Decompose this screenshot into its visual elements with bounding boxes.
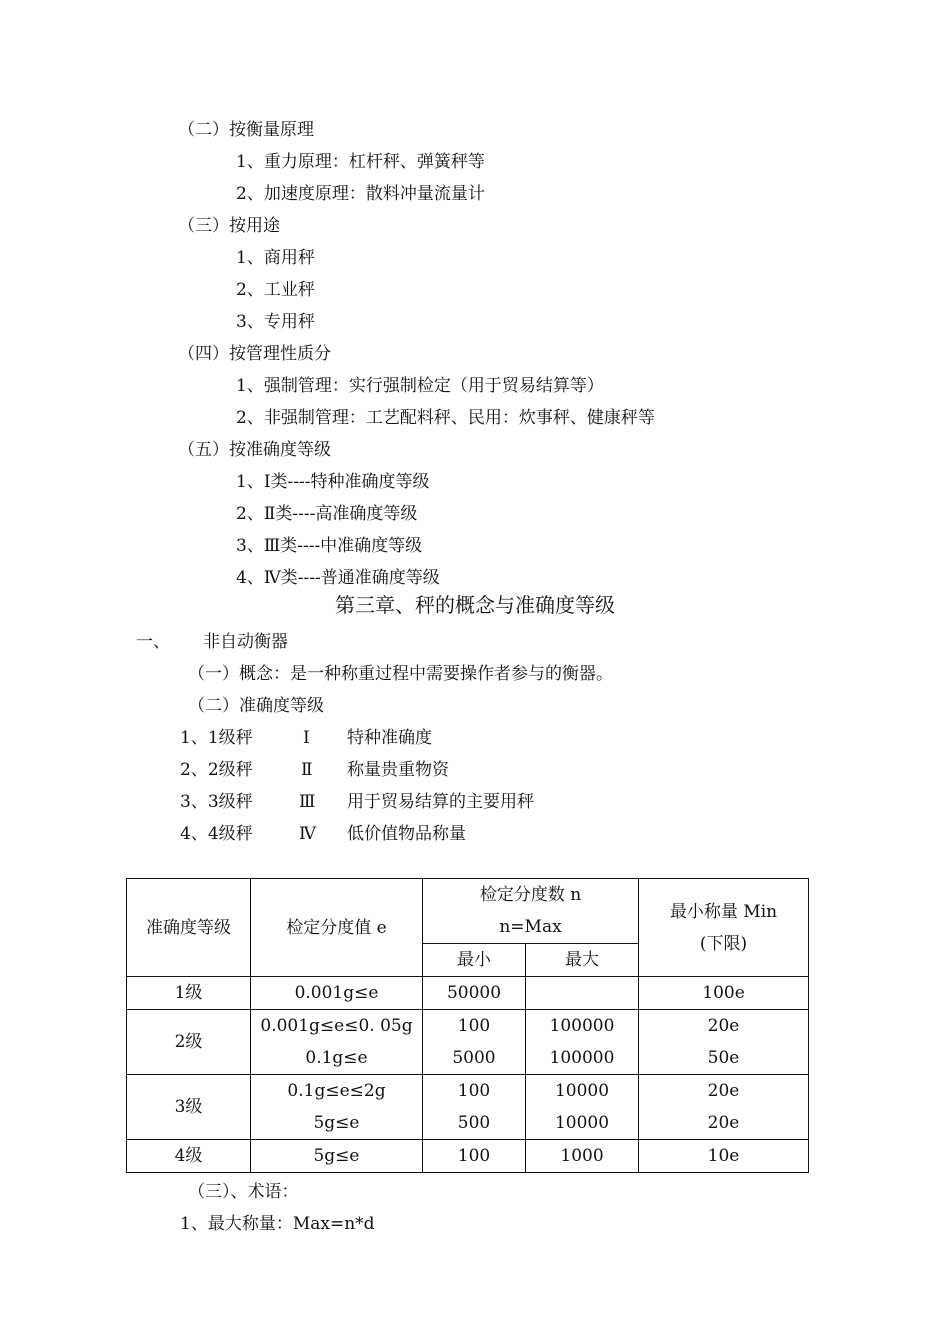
cell-nmax [526,977,639,1010]
grade-name: 1、1级秤 [180,728,253,748]
terms-heading: （三）、术语： [188,1182,299,1202]
heading-by-use: （三）按用途 [178,216,280,236]
cell-nmax-line2: 10000 [554,1113,610,1133]
list-item: 1、重力原理：杠杆秤、弹簧秤等 [236,152,485,172]
cell-nmin-line2: 500 [457,1113,491,1133]
cell-e-line1: 0.1g≤e≤2g [287,1081,386,1101]
cell-min-line1: 20e [707,1081,740,1101]
cell-min: 10e [639,1140,809,1173]
table-row [127,977,809,1010]
heading-by-accuracy: （五）按准确度等级 [178,440,331,460]
grade-roman: Ⅳ [299,824,316,844]
cell-nmin: 100 [423,1140,526,1173]
cell-nmin [423,1010,526,1075]
cell-grade: 1级 [127,977,251,1010]
cell-grade: 4级 [127,1140,251,1173]
cell-e [251,1010,423,1075]
cell-e: 5g≤e [251,1140,423,1173]
cell-e: 0.001g≤e [251,977,423,1010]
concept-line: （一）概念：是一种称重过程中需要操作者参与的衡器。 [188,664,613,684]
list-item: 2、加速度原理：散料冲量流量计 [236,184,485,204]
header-n-max: 最大 [526,944,639,977]
grade-desc: 低价值物品称量 [347,824,466,844]
grade-roman: Ⅱ [301,760,313,780]
grade-desc: 称量贵重物资 [347,760,449,780]
list-item: 2、非强制管理：工艺配料秤、民用：炊事秤、健康秤等 [236,408,655,428]
header-n-line1: 检定分度数 n [479,885,582,905]
header-n-line2: n=Max [499,917,562,937]
cell-nmax [526,1010,639,1075]
cell-grade: 2级 [127,1010,251,1075]
cell-nmin [423,1075,526,1140]
cell-e-line2: 5g≤e [313,1113,360,1133]
cell-nmax-line1: 10000 [554,1081,610,1101]
cell-grade: 3级 [127,1075,251,1140]
header-grade: 准确度等级 [127,879,251,977]
grade-desc: 特种准确度 [347,728,432,748]
table-row [127,1075,809,1140]
header-n-min: 最小 [423,944,526,977]
grade-name: 4、4级秤 [180,824,253,844]
cell-e-line2: 0.1g≤e [305,1048,368,1068]
cell-e-line1: 0.001g≤e≤0. 05g [260,1016,413,1036]
list-item: 1、商用秤 [236,248,315,268]
header-e: 检定分度值 e [251,879,423,977]
table-row [127,1010,809,1075]
accuracy-table [126,878,809,1173]
cell-nmax-line1: 100000 [549,1016,615,1036]
part-title: 非自动衡器 [203,632,288,652]
part-number: 一、 [136,632,170,652]
header-n [423,879,639,944]
terms-item: 1、最大称量：Max=n*d [180,1214,375,1234]
table-header-row [127,879,809,944]
header-min [639,879,809,977]
list-item: 3、Ⅲ类----中准确度等级 [236,536,423,556]
table-row [127,1140,809,1173]
header-min-line2: (下限) [699,933,748,954]
cell-nmin-line1: 100 [457,1016,491,1036]
list-item: 1、强制管理：实行强制检定（用于贸易结算等） [236,376,604,396]
chapter-title: 第三章、秤的概念与准确度等级 [335,593,615,617]
cell-nmin-line1: 100 [457,1081,491,1101]
grade-roman: Ⅲ [299,792,316,812]
cell-nmax: 1000 [526,1140,639,1173]
cell-min [639,1075,809,1140]
cell-nmin: 50000 [423,977,526,1010]
cell-min-line2: 20e [707,1113,740,1133]
cell-nmax [526,1075,639,1140]
grades-heading: （二）准确度等级 [188,696,324,716]
grade-roman: Ⅰ [303,728,310,748]
list-item: 3、专用秤 [236,312,315,332]
grade-name: 3、3级秤 [180,792,253,812]
grade-desc: 用于贸易结算的主要用秤 [347,792,534,812]
grade-name: 2、2级秤 [180,760,253,780]
cell-nmax-line2: 100000 [549,1048,615,1068]
heading-by-principle: （二）按衡量原理 [178,120,314,140]
cell-min-line1: 20e [707,1016,740,1036]
list-item: 2、Ⅱ类----高准确度等级 [236,504,418,524]
cell-min [639,1010,809,1075]
cell-nmin-line2: 5000 [452,1048,496,1068]
cell-e [251,1075,423,1140]
cell-min-line2: 50e [707,1048,740,1068]
list-item: 2、工业秤 [236,280,315,300]
header-min-line1: 最小称量 Min [669,901,778,922]
list-item: 1、Ⅰ类----特种准确度等级 [236,472,430,492]
list-item: 4、Ⅳ类----普通准确度等级 [236,568,440,588]
cell-min: 100e [639,977,809,1010]
heading-by-management: （四）按管理性质分 [178,344,331,364]
